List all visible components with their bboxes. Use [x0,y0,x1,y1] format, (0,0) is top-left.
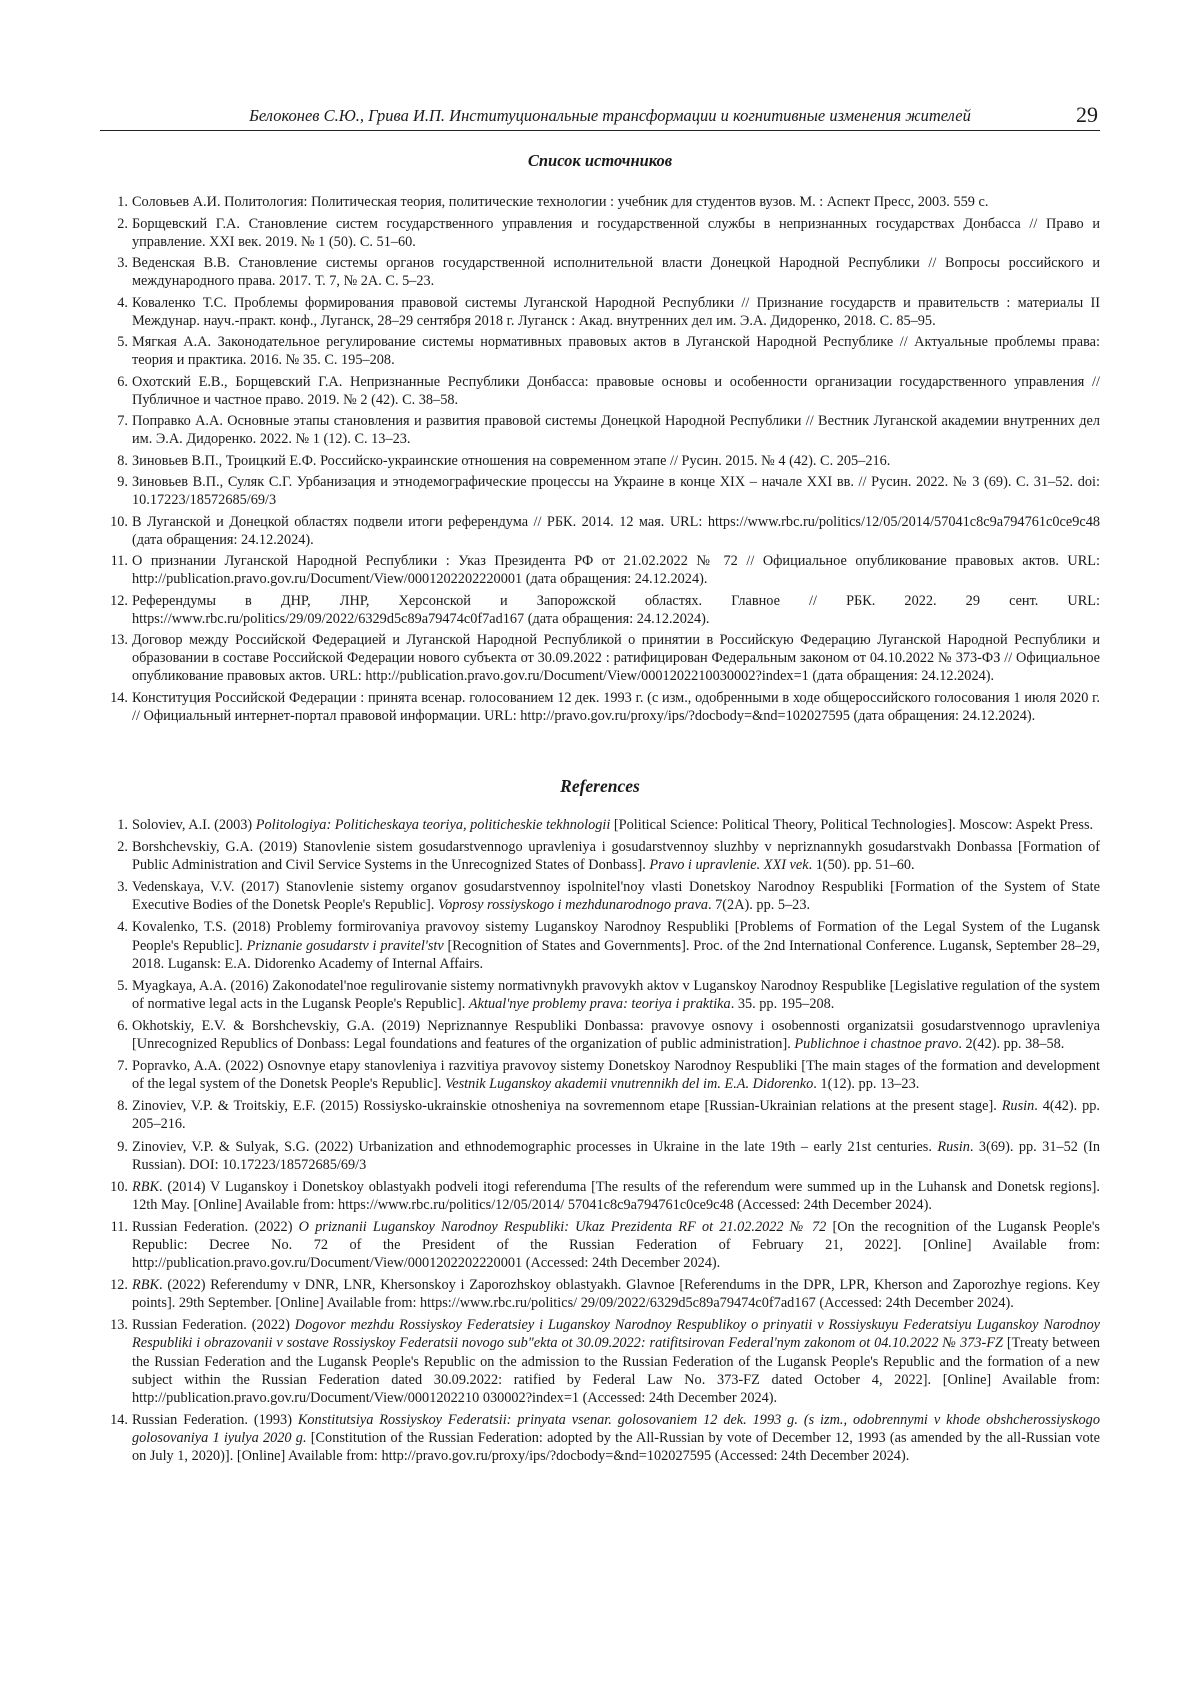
reference-text: . 1(12). pp. 13–23. [813,1076,920,1093]
reference-item [100,918,1100,972]
reference-text: Russian Federation. (2022) [132,1218,299,1235]
reference-number: 10. [110,1178,128,1195]
reference-text: Popravko, A.A. (2022) Osnovnye etapy stanovleniya i razvitiya pravovoy sistemy Donetskoy Narodnoy Respubliki [The main stages of the formation and development of the legal system of the Donetsk People's Republic]. [132,1058,1100,1093]
reference-text: Конституция Российской Федерации : принята всенар. голосованием 12 дек. 1993 г. (с изм., одобренными в ходе общероссийского голосования 1 июля 2020 г. // Официальный интернет-портал правовой информации. URL: http://pravo.gov.ru/proxy/ips/?docbody=&nd=102027595 (дата обращения: 24.12.2024). [132,689,1100,724]
reference-item [100,878,1100,914]
reference-item [100,1097,1100,1133]
reference-number: 6. [117,373,128,390]
reference-number: 2. [117,839,128,856]
reference-item [100,254,1100,290]
reference-text: Russian Federation. (2022) [132,1317,295,1334]
reference-number: 11. [110,553,128,569]
reference-italic-title: Publichnoe i chastnoe pravo [794,1036,959,1053]
english-references-title: References [560,776,640,796]
reference-item [100,193,1100,211]
reference-italic-title: RBK [132,1277,160,1294]
reference-item [100,1057,1100,1093]
reference-text: [Recognition of States and Governments]. Proc. of the 2nd International Conference. Lugansk, September 28–29, 2018. Lugansk: E.A. Didorenko Academy of Internal Affairs. [132,937,1100,972]
reference-number: 1. [117,194,128,210]
reference-italic-title: O priznanii Luganskoy Narodnoy Respubliki: Ukaz Prezidenta RF ot 21.02.2022 № 72 [298,1218,827,1235]
reference-italic-title: Priznanie gosudarstv i pravitel'stv [246,937,444,954]
reference-text: Поправко А.А. Основные этапы становления и развития правовой системы Донецкой Народной Республики // Вестник Луганской академии внутренних дел им. Э.А. Дидоренко. 2022. № 1 (12). С. 13–23. [132,413,1100,447]
reference-item [100,592,1100,628]
reference-item [100,473,1100,509]
reference-italic-title: Pravo i upravlenie. XXI vek [649,857,809,874]
reference-item [100,1178,1100,1214]
reference-text: Зиновьев В.П., Троицкий Е.Ф. Российско-украинские отношения на современном этапе // Русин. 2015. № 4 (42). С. 205–216. [132,452,891,469]
reference-text: . (2014) V Luganskoy i Donetskoy oblastyakh podveli itogi referenduma [The results of the referendum were summed up in the Luhansk and Donetsk regions]. 12th May. [Online] Available from: https://www.rbc.ru/politics/12/05/2014/ 57041c8c9a794761c0ce9c48 (Accessed: 24th December 2024). [132,1178,1100,1213]
reference-number: 12. [110,592,128,609]
reference-item [100,816,1100,834]
reference-number: 2. [117,215,128,232]
reference-text: Борщевский Г.А. Становление систем государственного управления и государственной службы в непризнанных государствах Донбасса // Право и управление. XXI век. 2019. № 1 (50). С. 51–60. [132,215,1100,250]
reference-italic-title: RBK [132,1178,160,1195]
reference-number: 8. [117,1098,128,1115]
reference-number: 4. [117,919,128,936]
reference-item [100,689,1100,725]
reference-item [100,1316,1100,1406]
russian-references-list [100,193,1100,728]
reference-item [100,838,1100,874]
reference-item [100,452,1100,470]
reference-item [100,1276,1100,1312]
reference-number: 5. [117,334,128,350]
reference-italic-title: Vestnik Luganskoy akademii vnutrennikh del im. E.A. Didorenko [445,1076,814,1093]
reference-number: 11. [110,1218,128,1235]
running-header [100,104,1100,131]
reference-text: Soloviev, A.I. (2003) [132,817,256,833]
reference-italic-title: Voprosy rossiyskogo i mezhdunarodnogo prava [437,897,708,914]
reference-number: 12. [110,1277,128,1294]
reference-number: 7. [117,413,128,429]
reference-item [100,373,1100,409]
reference-text: Kovalenko, T.S. (2018) Problemy formirovaniya pravovoy sistemy Luganskoy Narodnoy Respubliki [Problems of Formation of the Legal System of the Lugansk People's Republic]. [132,919,1100,954]
reference-item [100,412,1100,448]
reference-number: 13. [110,1317,128,1334]
reference-number: 13. [110,632,128,648]
reference-text: Vedenskaya, V.V. (2017) Stanovlenie sistemy organov gosudarstvennoy ispolnitel'noy vlasti Donetskoy Narodnoy Respubliki [Formation of the System of State Executive Bodies of the Donetsk People's Republic]. [132,879,1100,914]
reference-number: 3. [117,255,128,271]
reference-text: Референдумы в ДНР, ЛНР, Херсонской и Запорожской областях. Главное // РБК. 2022. 29 сент. URL: https://www.rbc.ru/politics/29/09/2022/6329d5c89a79474c0f7ad167 (дата обращения: 24.12.2024). [132,592,1100,627]
reference-text: [Treaty between the Russian Federation and the Lugansk People's Republic on the admission to the Russian Federation of the Lugansk People's Republic and the formation of a new subject within the Russian Federation dated 30.09.2022: ratified by Federal Law No. 373-FZ dated October 4, 2022]. [Online] Available from: http://publication.pravo.gov.ru/Document/View/0001202210 030002?index=1 (Accessed: 24th December 2024). [132,1335,1101,1406]
reference-text: . 2(42). pp. 38–58. [958,1036,1065,1053]
reference-number: 9. [117,474,128,490]
reference-text: О признании Луганской Народной Республики : Указ Президента РФ от 21.02.2022 № 72 // Официальное опубликование правовых актов. URL: http://publication.pravo.gov.ru/Document/View/0001202202220001 (дата обращения: 24.12.2024). [132,553,1100,587]
reference-text: [On the recognition of the Lugansk People's Republic: Decree No. 72 of the President of the Russian Federation of February 21, 2022]. [Online] Available from: http://publication.pravo.gov.ru/Document/View/0001202202220001 (Accessed: 24th December 2024). [132,1218,1100,1272]
reference-text: . 35. pp. 195–208. [730,995,835,1012]
reference-number: 7. [117,1058,128,1075]
reference-item [100,1218,1100,1272]
russian-references-title: Список источников [527,151,673,170]
reference-text: . (2022) Referendumy v DNR, LNR, Khersonskoy i Zaporozhskoy oblastyakh. Glavnoe [Referendums in the DPR, LPR, Kherson and Zaporozhye regions. Key points]. 29th September. [Online] Available from: https://www.rbc.ru/politics/ 29/09/2022/6329d5c89a79474c0f7ad167 (Accessed: 24th December 2024). [132,1277,1100,1312]
reference-text: Соловьев А.И. Политология: Политическая теория, политические технологии : учебник для студентов вузов. М. : Аспект Пресс, 2003. 559 с. [132,194,989,210]
reference-text: [Constitution of the Russian Federation: adopted by the All-Russian by vote of December 12, 1993 (as amended by the all-Russian vote on July 1, 2020)]. [Online] Available from: http://pravo.gov.ru/proxy/ips/?docbody=&nd=102027595 (Accessed: 24th December 2024). [132,1429,1100,1464]
reference-item [100,977,1100,1013]
reference-text: Myagkaya, A.A. (2016) Zakonodatel'noe regulirovanie sistemy normativnykh pravovykh aktov v Luganskoy Narodnoy Respublike [Legislative regulation of the system of normative legal acts in the Lugansk People's Republic]. [132,977,1100,1012]
reference-text: . 1(50). pp. 51–60. [808,857,915,874]
reference-item [100,513,1100,549]
reference-number: 9. [117,1138,128,1155]
reference-text: Коваленко Т.С. Проблемы формирования правовой системы Луганской Народной Республики // Признание государств и правительств : материалы II Междунар. науч.-практ. конф., Луганск, 28–29 сентября 2018 г. Луганск : Акад. внутренних дел им. Э.А. Дидоренко, 2018. С. 85–95. [132,294,1100,329]
reference-number: 10. [110,513,128,530]
reference-item [100,294,1100,330]
reference-item [100,215,1100,251]
reference-number: 6. [117,1017,128,1034]
reference-item [100,631,1100,685]
reference-text: Zinoviev, V.P. & Troitskiy, E.F. (2015) Rossiysko-ukrainskie otnosheniya na sovremennom etape [Russian-Ukrainian relations at the present stage]. [132,1098,1002,1115]
page-number: 29 [1076,102,1098,127]
reference-item [100,552,1100,588]
reference-italic-title: Rusin [937,1138,970,1155]
reference-number: 4. [117,294,128,311]
reference-italic-title: Dogovor mezhdu Rossiyskoy Federatsiey i Luganskoy Narodnoy Respublikoy o prinyatii v Rossiyskuyu Federatsiyu Luganskoy Narodnoy Respubliki i obrazovanii v sostave Rossiyskoy Federatsii novogo sub"ekta ot 30.09.2022: ratifitsirovan Federal'nym zakonom ot 04.10.2022 № 373-FZ [132,1317,1100,1352]
reference-text: Договор между Российской Федерацией и Луганской Народной Республикой о принятии в Российскую Федерацию Луганской Народной Республики и образовании в составе Российской Федерации нового субъекта от 30.09.2022 : ратифицирован Федеральным законом от 04.10.2022 № 373-ФЗ // Официальное опубликование правовых актов. URL: http://publication.pravo.gov.ru/Document/View/0001202210030002?index=1 (дата обращения: 24.12.2024). [132,632,1100,684]
reference-text: Russian Federation. (1993) [132,1411,298,1428]
reference-number: 5. [117,977,128,994]
reference-text: . 3(69). pp. 31–52 (In Russian). DOI: 10.17223/18572685/69/3 [132,1138,1100,1173]
reference-item [100,1138,1100,1174]
reference-number: 8. [117,452,128,469]
running-title: Белоконев С.Ю., Грива И.П. Институциональные трансформации и когнитивные изменения жителей [249,106,971,125]
reference-text: Охотский Е.В., Борщевский Г.А. Непризнанные Республики Донбасса: правовые основы и особенности организации государственного управления // Публичное и частное право. 2019. № 2 (42). С. 38–58. [132,373,1100,408]
reference-item [100,333,1100,369]
reference-number: 1. [117,817,128,833]
reference-italic-title: Politologiya: Politicheskaya teoriya, politicheskie tekhnologii [255,817,611,833]
reference-text: Зиновьев В.П., Суляк С.Г. Урбанизация и этнодемографические процессы на Украине в конце XIX – начале XXI вв. // Русин. 2022. № 3 (69). С. 31–52. doi: 10.17223/18572685/69/3 [132,474,1100,508]
reference-text: Мягкая А.А. Законодательное регулирование системы нормативных правовых актов в Луганской Народной Республике // Актуальные проблемы права: теория и практика. 2016. № 35. С. 195–208. [132,334,1100,368]
reference-text: [Political Science: Political Theory, Political Technologies]. Moscow: Aspekt Press. [610,817,1094,833]
reference-text: . 4(42). pp. 205–216. [132,1098,1100,1133]
english-references-list [100,816,1100,1469]
reference-text: Okhotskiy, E.V. & Borshchevskiy, G.A. (2019) Nepriznannye Respubliki Donbassa: pravovye osnovy i osobennosti organizatsii gosudarstvennogo upravleniya [Unrecognized Republics of Donbass: Legal foundations and features of the organization of public administration]. [132,1017,1100,1053]
reference-number: 14. [110,689,128,706]
reference-italic-title: Aktual'nye problemy prava: teoriya i praktika [468,995,731,1012]
reference-number: 3. [117,879,128,896]
reference-item [100,1411,1100,1465]
reference-text: В Луганской и Донецкой областях подвели итоги референдума // РБК. 2014. 12 мая. URL: https://www.rbc.ru/politics/12/05/2014/57041c8c9a794761c0ce9c48 (дата обращения: 24.12.2024). [132,513,1100,548]
reference-italic-title: Konstitutsiya Rossiyskoy Federatsii: prinyata vsenar. golosovaniem 12 dek. 1993 g. (s izm., odobrennymi v khode obshcherossiyskogo golosovaniya 1 iyulya 2020 g. [132,1411,1100,1446]
reference-text: Zinoviev, V.P. & Sulyak, S.G. (2022) Urbanization and ethnodemographic processes in Ukraine in the late 19th – early 21st centuries. [132,1138,938,1155]
reference-number: 14. [110,1411,128,1428]
reference-text: Веденская В.В. Становление системы органов государственной исполнительной власти Донецкой Народной Республики // Вопросы российского и международного права. 2017. Т. 7, № 2А. С. 5–23. [132,255,1100,289]
reference-italic-title: Rusin [1001,1098,1035,1115]
reference-item [100,1017,1100,1053]
reference-text: Borshchevskiy, G.A. (2019) Stanovlenie sistem gosudarstvennogo upravleniya i gosudarstvennoy sluzhby v nepriznannykh gosudarstvakh Donbassa [Formation of Public Administration and Civil Service Systems in the Unrecognized States of Donbass]. [132,839,1100,874]
reference-text: . 7(2A). pp. 5–23. [707,897,811,914]
